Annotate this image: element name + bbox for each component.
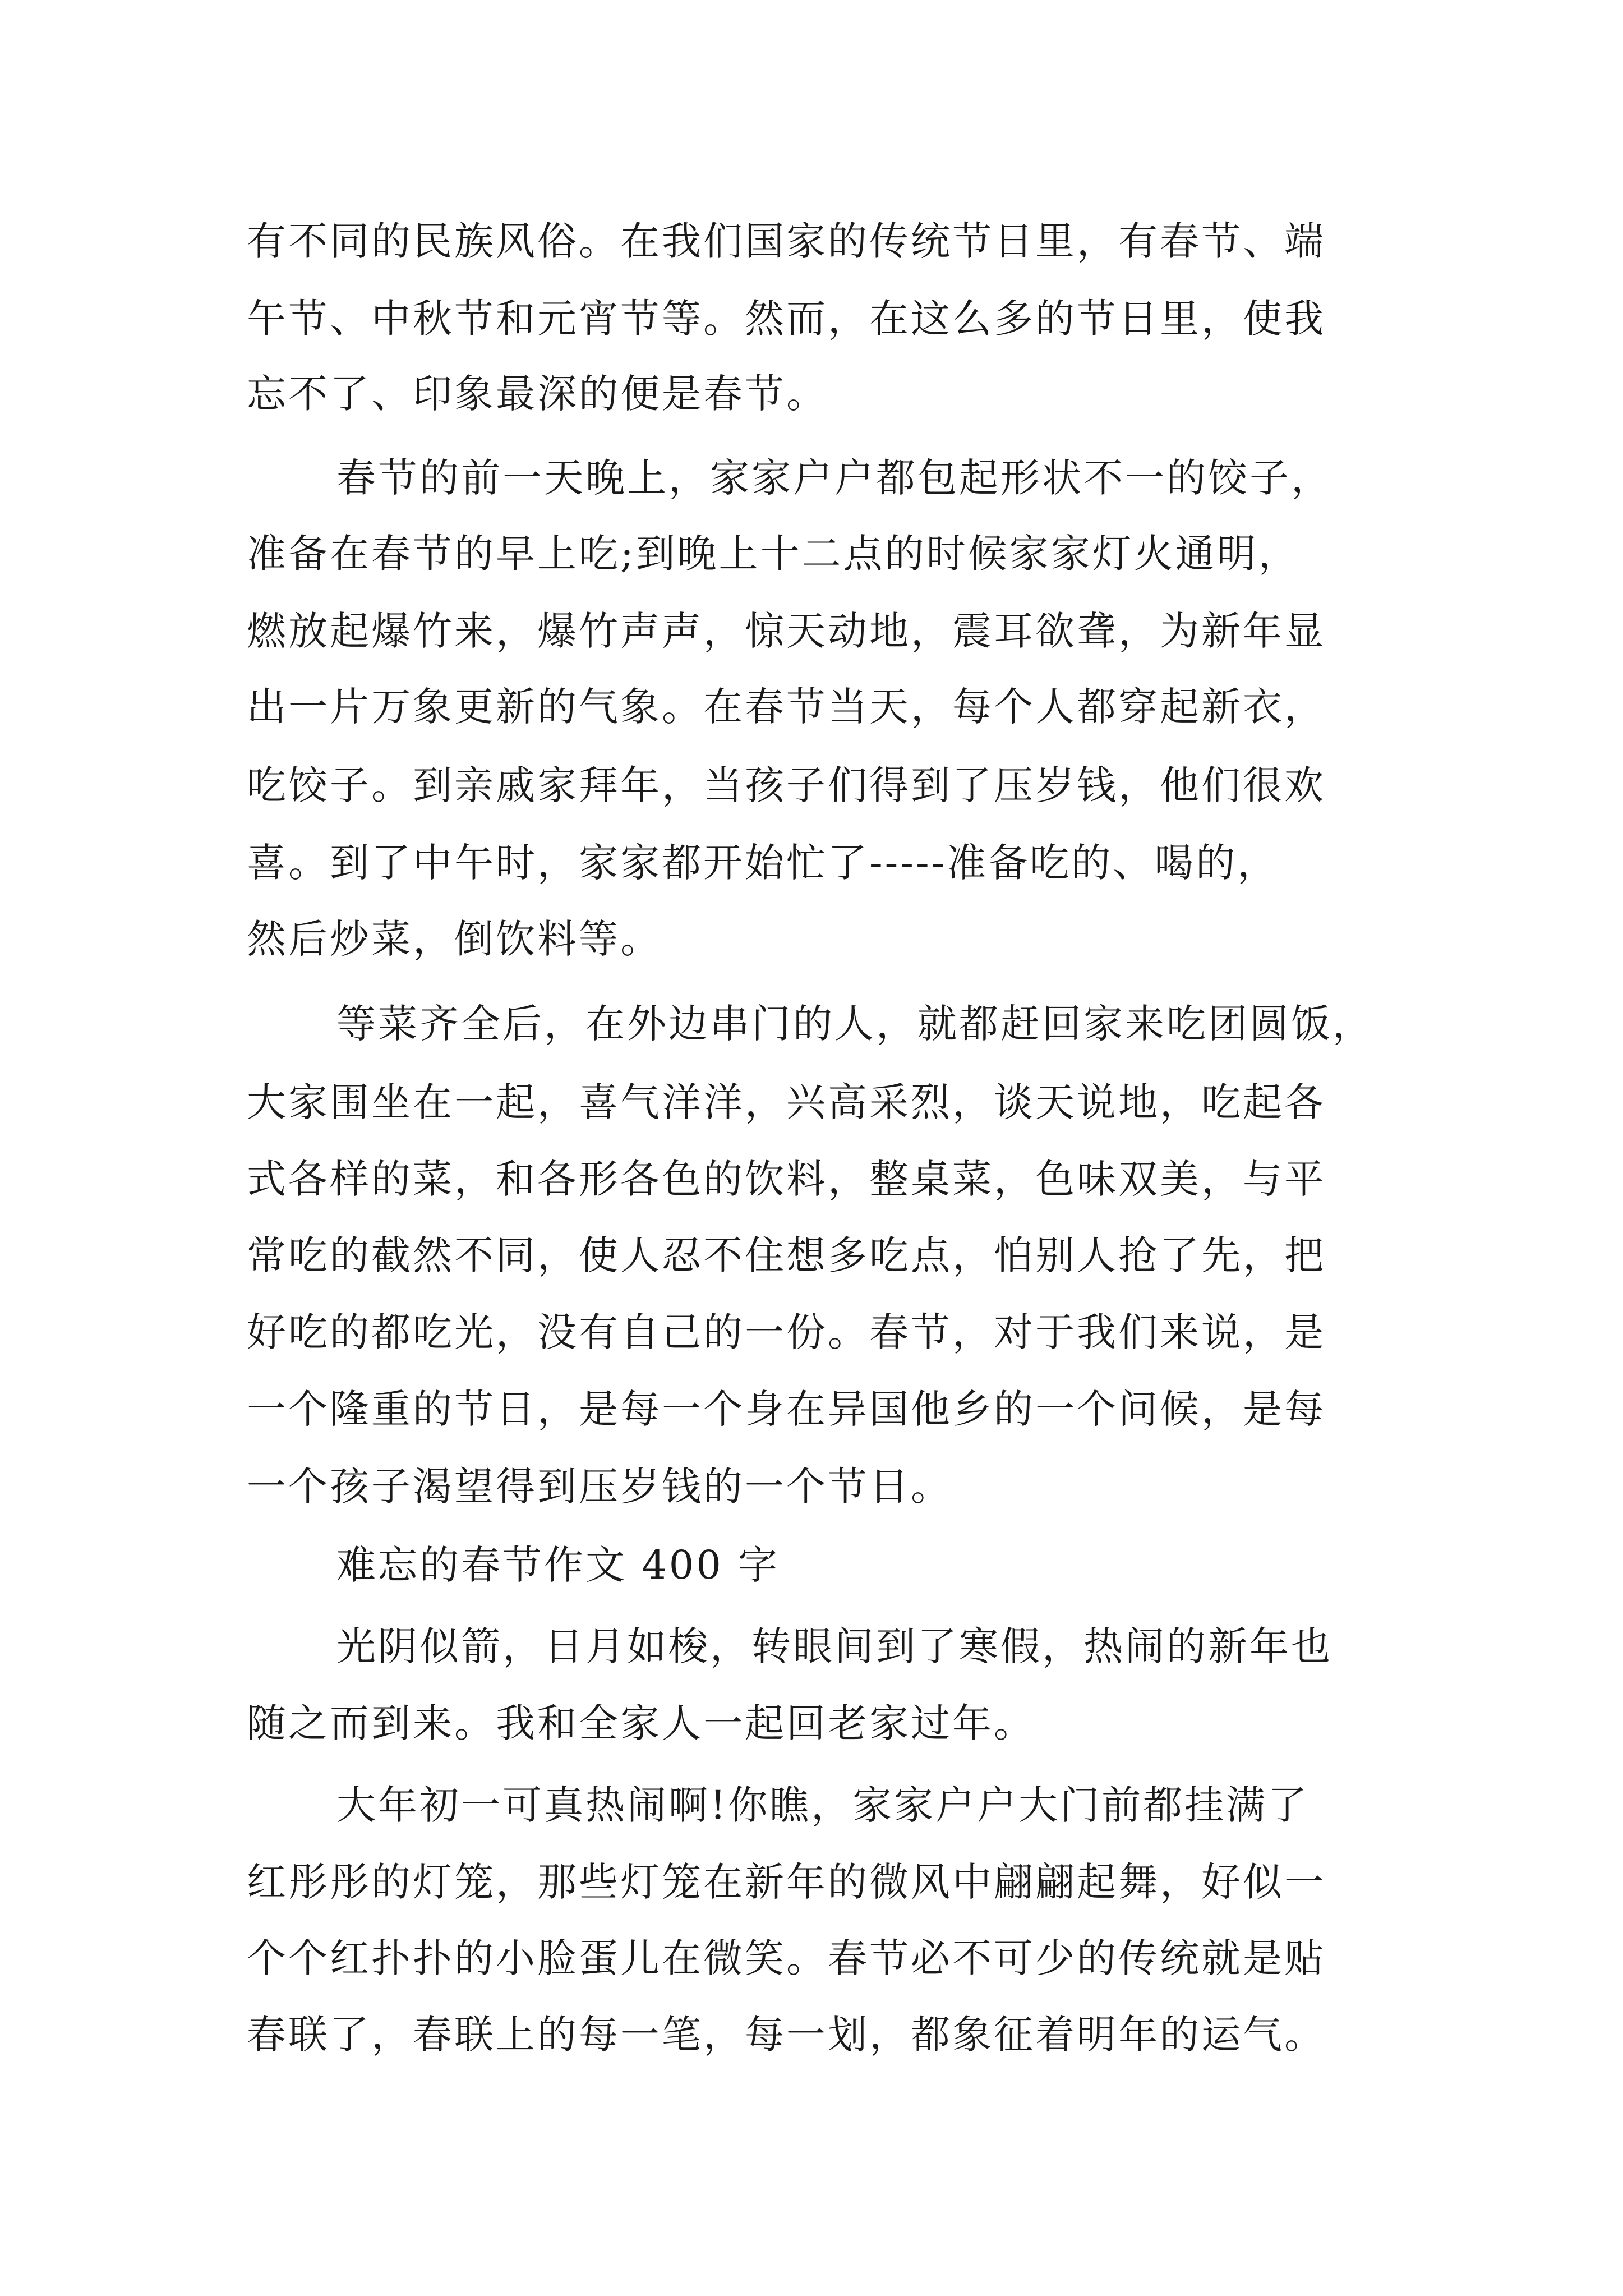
text-line: 有不同的民族风俗。在我们国家的传统节日里，有春节、端 [247,218,1326,264]
text-line: 大年初一可真热闹啊!你瞧，家家户户大门前都挂满了 [336,1782,1310,1828]
text-line: 式各样的菜，和各形各色的饮料，整桌菜，色味双美，与平 [247,1156,1326,1202]
text-line: 忘不了、印象最深的便是春节。 [247,371,828,417]
text-line: 好吃的都吃光，没有自己的一份。春节，对于我们来说，是 [247,1309,1326,1355]
text-line: 随之而到来。我和全家人一起回老家过年。 [247,1700,1035,1746]
text-line: 红彤彤的灯笼，那些灯笼在新年的微风中翩翩起舞，好似一 [247,1859,1326,1905]
text-line: 春联了，春联上的每一笔，每一划，都象征着明年的运气。 [247,2012,1326,2058]
text-line: 吃饺子。到亲戚家拜年，当孩子们得到了压岁钱，他们很欢 [247,762,1326,808]
text-line: 午节、中秋节和元宵节等。然而，在这么多的节日里，使我 [247,296,1326,342]
text-line: 燃放起爆竹来，爆竹声声，惊天动地，震耳欲聋，为新年显 [247,608,1326,654]
text-line: 常吃的截然不同，使人忍不住想多吃点，怕别人抢了先，把 [247,1232,1326,1278]
text-line: 出一片万象更新的气象。在春节当天，每个人都穿起新衣， [247,684,1326,730]
text-line: 光阴似箭，日月如梭，转眼间到了寒假，热闹的新年也 [336,1623,1332,1669]
text-line: 春节的前一天晚上，家家户户都包起形状不一的饺子， [336,455,1332,501]
text-line: 个个红扑扑的小脸蛋儿在微笑。春节必不可少的传统就是贴 [247,1935,1326,1981]
text-line: 喜。到了中午时，家家都开始忙了-----准备吃的、喝的， [247,840,1279,886]
section-heading: 难忘的春节作文 400 字 [336,1542,780,1588]
text-line: 一个隆重的节日，是每一个身在异国他乡的一个问候，是每 [247,1386,1326,1432]
text-line: 准备在春节的早上吃;到晚上十二点的时候家家灯火通明， [247,531,1300,577]
text-line: 一个孩子渴望得到压岁钱的一个节日。 [247,1464,952,1510]
text-line: 等菜齐全后，在外边串门的人，就都赶回家来吃团圆饭， [336,1001,1374,1047]
text-line: 然后炒菜，倒饮料等。 [247,916,662,962]
text-line: 大家围坐在一起，喜气洋洋，兴高采烈，谈天说地，吃起各 [247,1079,1326,1125]
